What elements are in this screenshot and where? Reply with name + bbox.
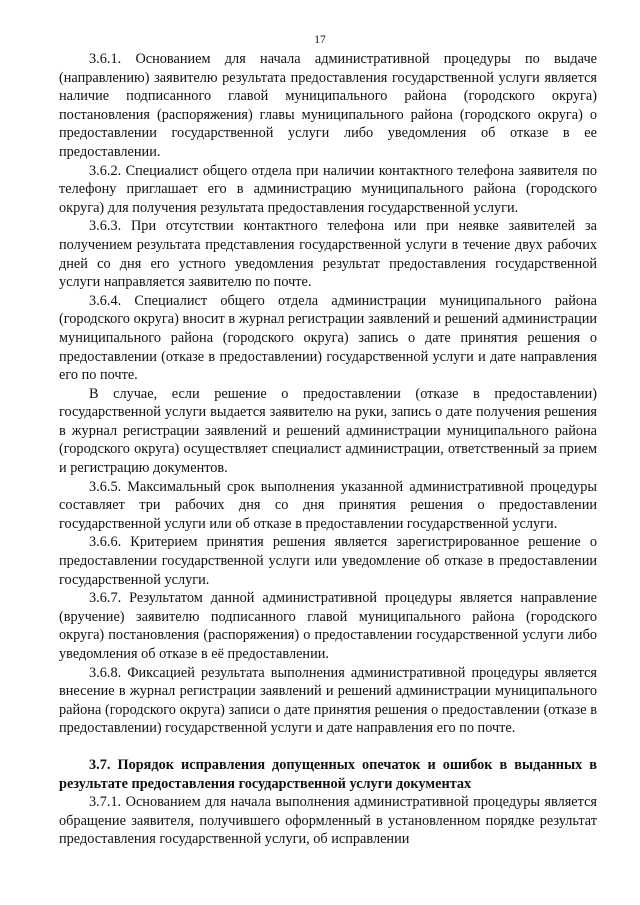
paragraph-3-6-8: 3.6.8. Фиксацией результата выполнения административной процедуры является внесение в журнал регистрации заявлений и решений администрации муниципального района (городского округа) записи о дате принятия решения о предоставлении (отказе в предоставлении) государственной услуги и дате направления его по почте. <box>59 664 597 737</box>
paragraph-3-7-1: 3.7.1. Основанием для начала выполнения административной процедуры является обращение заявителя, получившего оформленный в установленном порядке результат предоставления государственной услуги, об исправлении <box>59 794 597 848</box>
section-heading-3-7: 3.7. Порядок исправления допущенных опечаток и ошибок в выданных в результате предоставления государственной услуги документах <box>59 756 597 792</box>
page-number: 17 <box>314 34 326 46</box>
section-spacer <box>59 738 597 756</box>
paragraph-3-6-3: 3.6.3. При отсутствии контактного телефона или при неявке заявителей за получением результата представления государственной услуги в течение двух рабочих дней со дня его устного уведомления результат предоставления государственной услуги направляется заявителю по почте. <box>59 218 597 291</box>
paragraph-3-6-4: 3.6.4. Специалист общего отдела администрации муниципального района (городского округа) вносит в журнал регистрации заявлений и решений администрации муниципального района (городского округа) запись о дате принятия решения о предоставлении (отказе в предоставлении) государственной услуги и дате направления его по почте. <box>59 292 597 384</box>
paragraph-3-6-2: 3.6.2. Специалист общего отдела при наличии контактного телефона заявителя по телефону приглашает его в администрацию муниципального района (городского округа) для получения результата предоставления государственной услуги. <box>59 162 597 216</box>
paragraph-3-6-1: 3.6.1. Основанием для начала административной процедуры по выдаче (направлению) заявителю результата предоставления государственной услуги является наличие подписанного главой муниципального района (городского округа) постановления (распоряжения) главы муниципального района (городского округа) о предоставлении государственной услуги либо уведомления об отказе в ее предоставлении. <box>59 51 597 160</box>
paragraph-3-6-4-continued: В случае, если решение о предоставлении (отказе в предоставлении) государственной услуги выдается заявителю на руки, запись о дате получения решения в журнал регистрации заявлений и решений администрации муниципального района (городского округа) осуществляет специалист администрации, ответственный за прием и регистрацию документов. <box>59 385 597 477</box>
document-body <box>59 50 597 849</box>
paragraph-3-6-7: 3.6.7. Результатом данной административной процедуры является направление (вручение) заявителю подписанного главой муниципального района (городского округа) постановления (распоряжения) о предоставлении государственной услуги либо уведомления об отказе в её предоставлении. <box>59 590 597 662</box>
paragraph-3-6-5: 3.6.5. Максимальный срок выполнения указанной административной процедуры составляет три рабочих дня со дня принятия решения о предоставлении государственной услуги или об отказе в предоставлении государственной услуги. <box>59 478 597 532</box>
paragraph-3-6-6: 3.6.6. Критерием принятия решения является зарегистрированное решение о предоставлении государственной услуги или уведомление об отказе в предоставлении государственной услуги. <box>59 534 597 588</box>
